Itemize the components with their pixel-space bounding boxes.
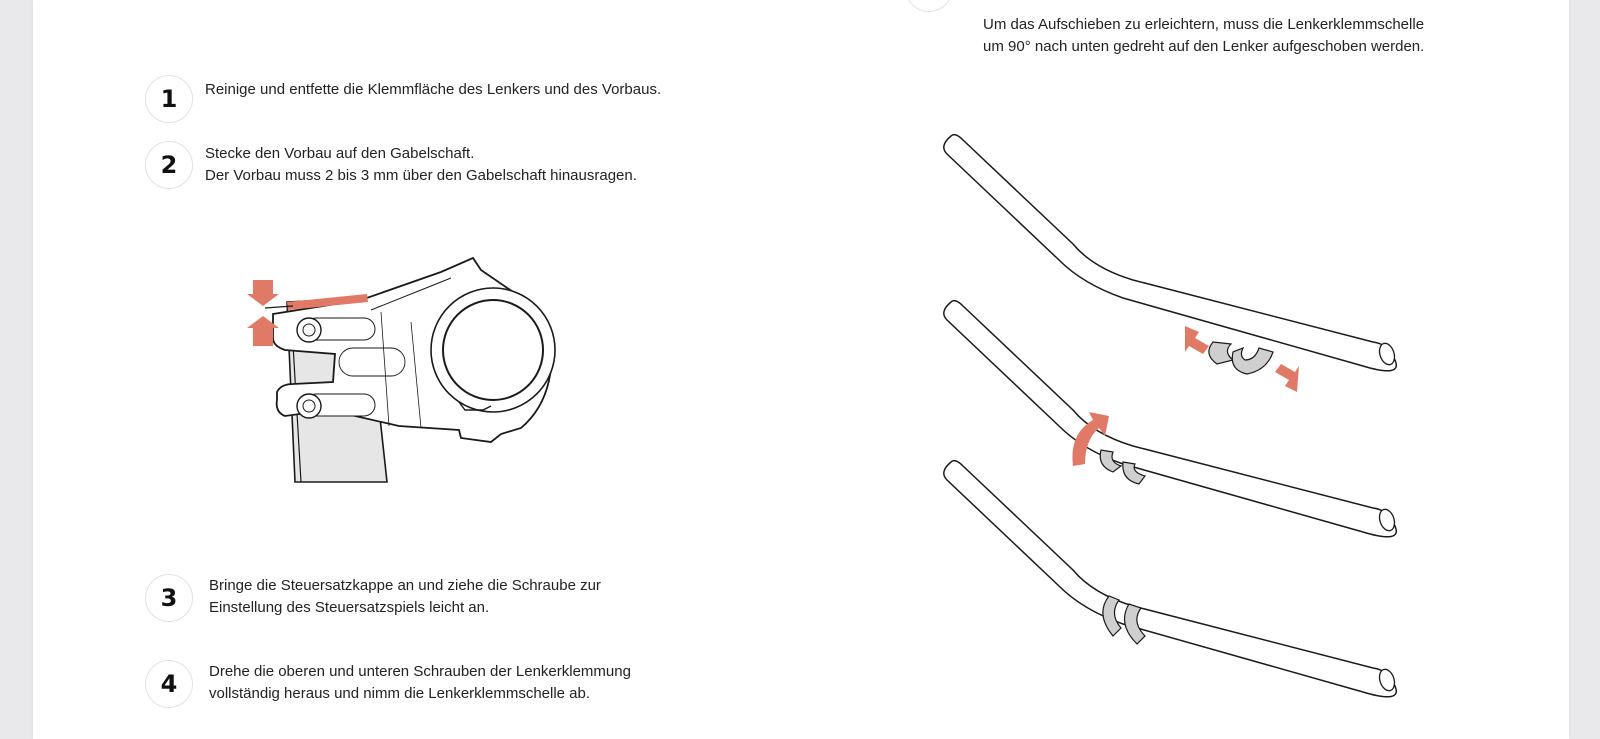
step-1-text [205,79,661,101]
rotation-note [983,14,1424,58]
upper-bolt [297,318,375,342]
step-2-badge: 2 [145,141,193,189]
bar-bore [443,300,543,400]
step-badge-partial [905,0,953,12]
step-2-line-2: Der Vorbau muss 2 bis 3 mm über den Gabelschaft hinausragen. [205,167,637,184]
rotation-note-line-2: um 90° nach unten gedreht auf den Lenker aufgeschoben werden. [983,38,1425,55]
stem-illustration [221,250,581,490]
step-4-text [209,661,631,705]
down-arrow-icon [247,280,279,306]
step-3-line-1: Bringe die Steuersatzkappe an und ziehe die Schraube zur [209,577,601,594]
step-3-text [209,575,601,619]
lower-bolt [297,394,375,418]
instruction-page [33,0,1569,739]
step-4-line-1: Drehe die oberen und unteren Schrauben der Lenkerklemmung [209,663,631,680]
step-1-line-1: Reinige und entfette die Klemmfläche des Lenkers und des Vorbaus. [205,81,662,98]
step-2-line-1: Stecke den Vorbau auf den Gabelschaft. [205,145,475,162]
rotation-note-line-1: Um das Aufschieben zu erleichtern, muss die Lenkerklemmschelle [983,16,1425,33]
step-3-badge: 3 [145,574,193,622]
step-3-line-2: Einstellung des Steuersatzspiels leicht an. [209,599,490,616]
step-4-badge: 4 [145,660,193,708]
clamp-shell-1 [1209,342,1273,374]
arrow-right-icon [1275,364,1299,392]
handlebar-1 [944,135,1397,371]
arrow-left-icon [1185,326,1209,354]
step-2-text [205,143,637,187]
step-1-badge: 1 [145,75,193,123]
step-4-line-2: vollständig heraus und nimm die Lenkerklemmschelle ab. [209,685,591,702]
handlebar-illustrations [933,120,1453,720]
